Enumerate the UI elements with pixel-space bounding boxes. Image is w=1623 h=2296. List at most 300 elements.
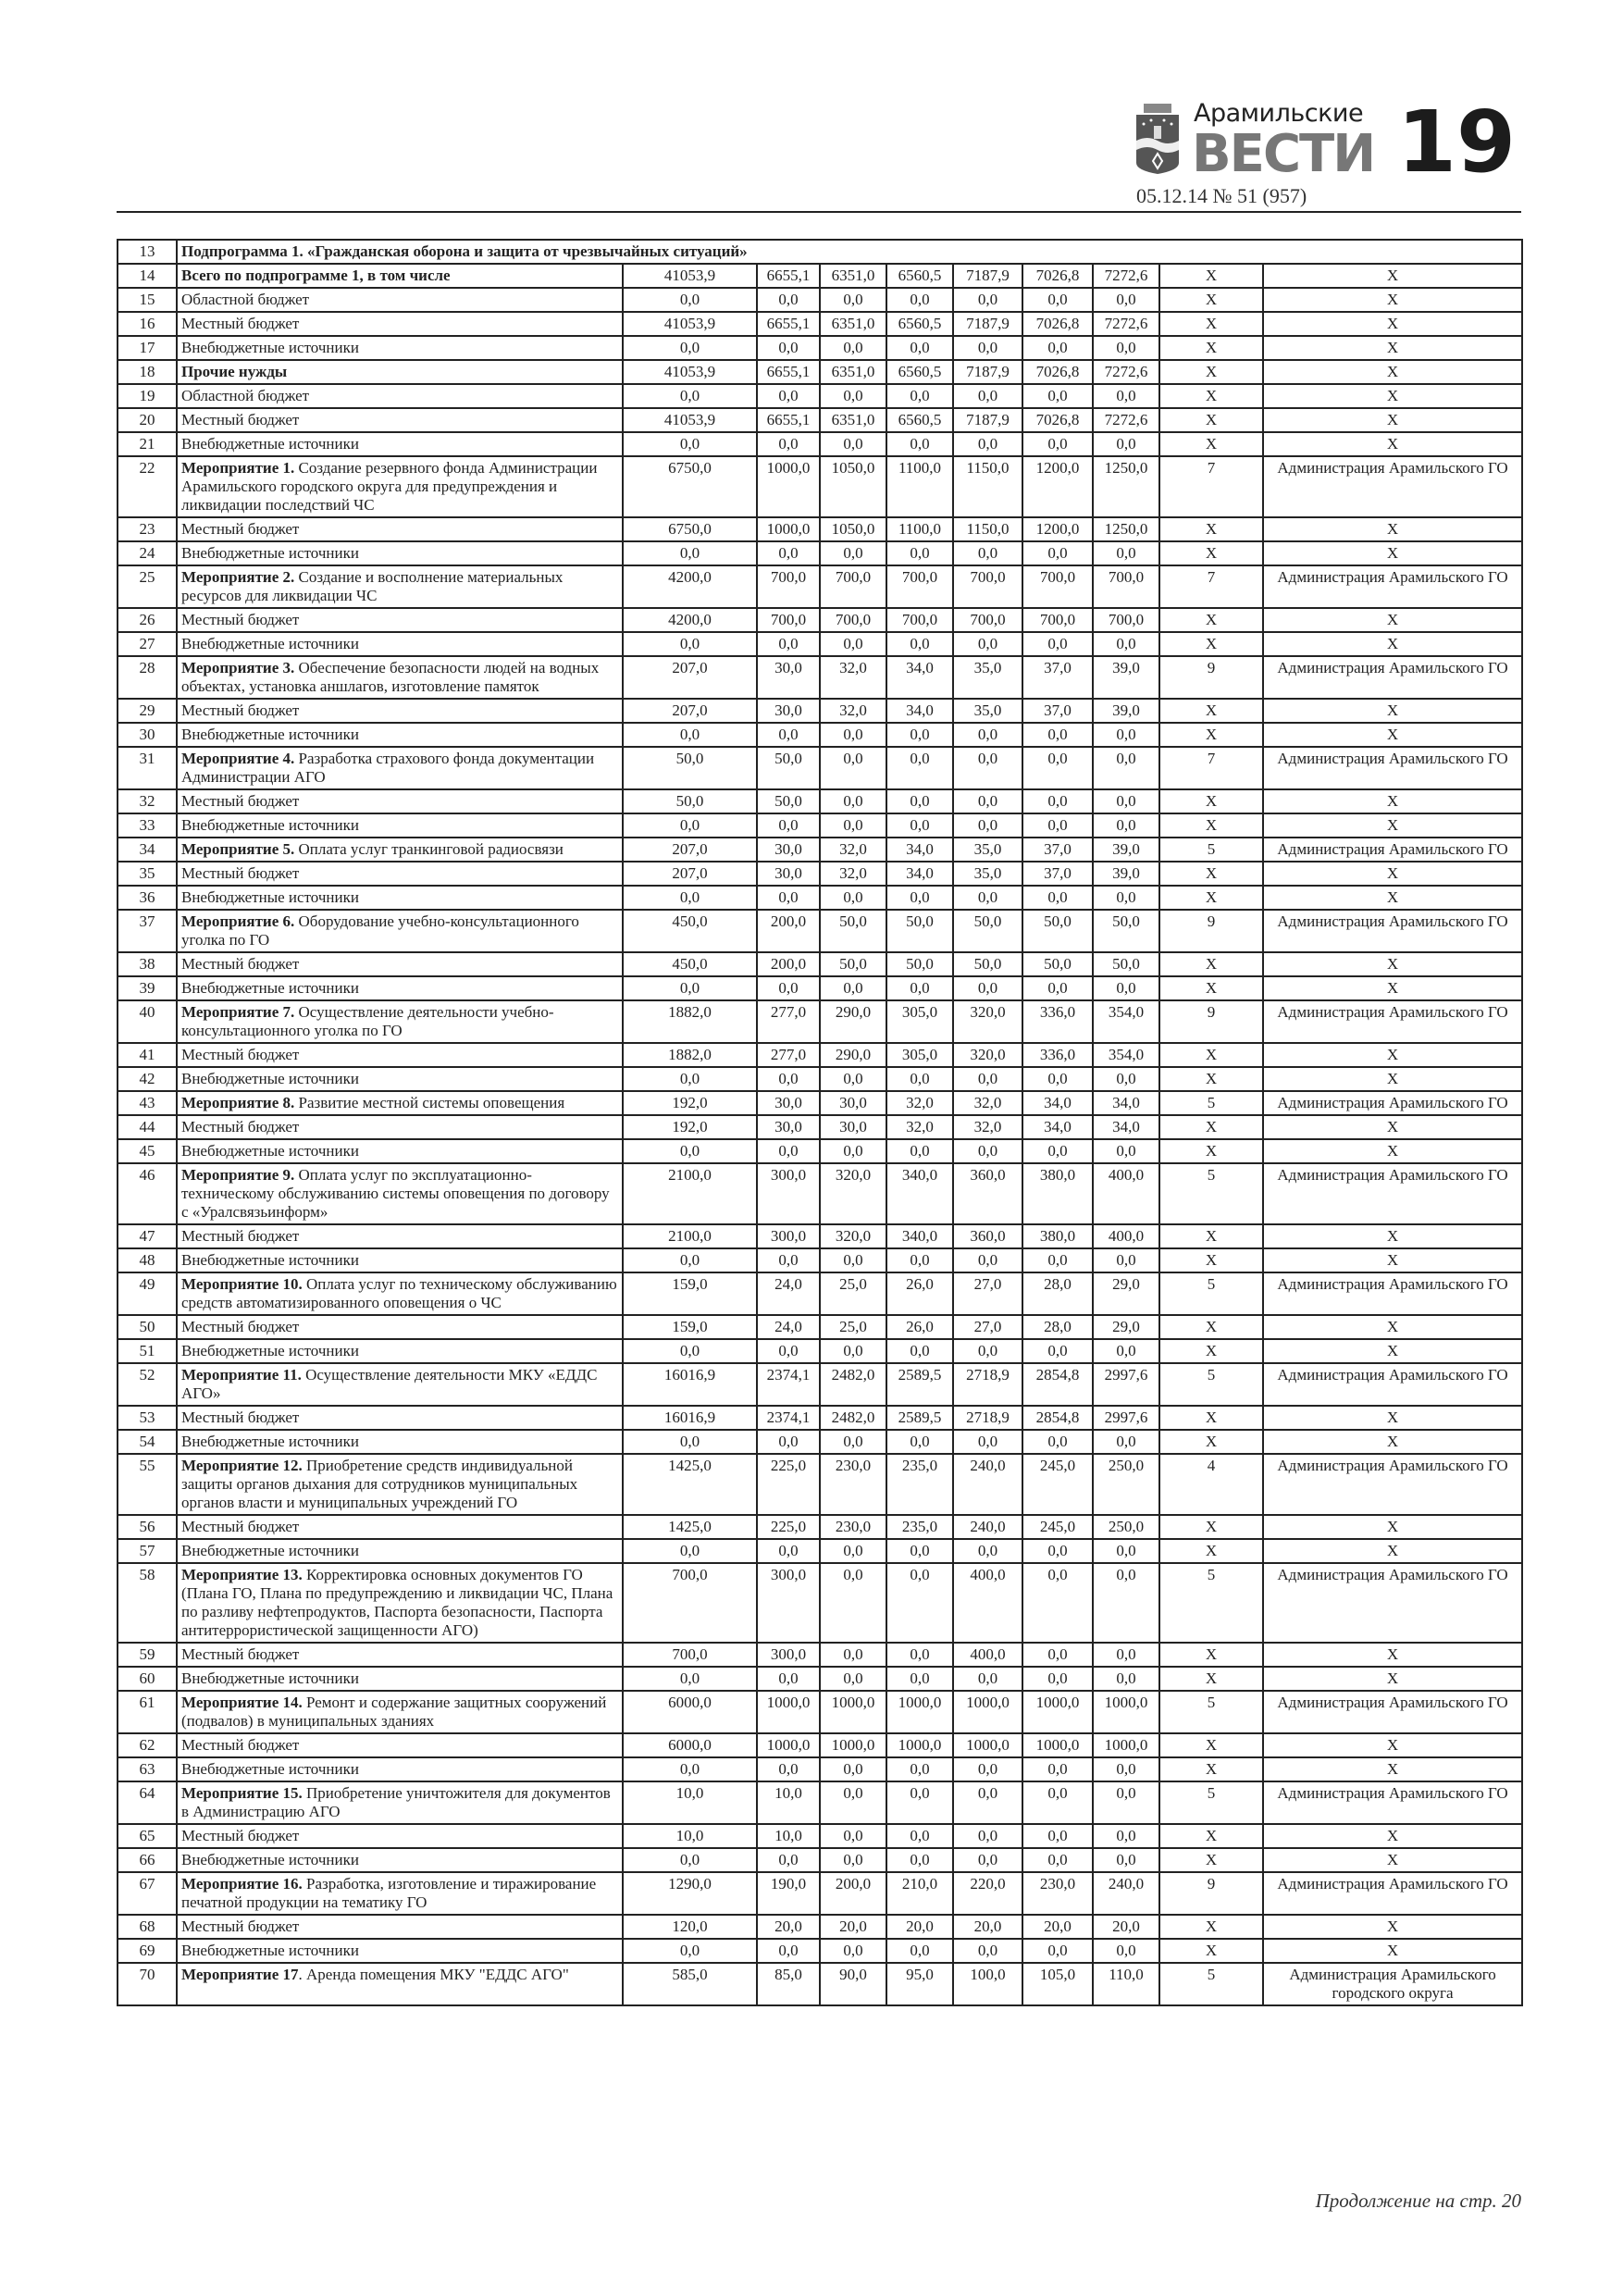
total-amount: 0,0 [623,1248,757,1272]
year-amount: 29,0 [1093,1272,1159,1315]
total-amount: 0,0 [623,336,757,360]
year-amount: 0,0 [953,886,1022,910]
continued-note: Продолжение на стр. 20 [1315,2190,1521,2212]
row-name [177,1043,623,1067]
year-amount: 50,0 [1022,910,1093,952]
row-name-text: Местный бюджет [181,701,300,719]
year-amount: 0,0 [953,976,1022,1000]
year-amount: 0,0 [1022,747,1093,789]
year-amount: 50,0 [1093,910,1159,952]
year-amount: 28,0 [1022,1315,1093,1339]
target-indicator: X [1159,1248,1263,1272]
year-amount: 2718,9 [953,1406,1022,1430]
row-name-text: Местный бюджет [181,1046,300,1063]
year-amount: 0,0 [820,813,886,838]
table-row [118,1563,1522,1643]
row-name-text: Местный бюджет [181,520,300,538]
year-amount: 220,0 [953,1872,1022,1915]
row-name [177,1848,623,1872]
year-amount: 0,0 [757,976,820,1000]
row-number: 68 [118,1915,177,1939]
year-amount: 7272,6 [1093,408,1159,432]
year-amount: 0,0 [820,384,886,408]
target-indicator: X [1159,1643,1263,1667]
year-amount: 0,0 [820,288,886,312]
row-name [177,1733,623,1757]
executor: X [1263,1430,1522,1454]
total-amount: 450,0 [623,910,757,952]
year-amount: 0,0 [886,336,953,360]
target-indicator: X [1159,1733,1263,1757]
year-amount: 240,0 [953,1454,1022,1515]
executor: X [1263,976,1522,1000]
year-amount: 1250,0 [1093,456,1159,517]
executor: X [1263,1733,1522,1757]
year-amount: 50,0 [886,910,953,952]
row-name [177,336,623,360]
row-number: 62 [118,1733,177,1757]
year-amount: 0,0 [1022,1539,1093,1563]
brand-name-main: ВЕСТИ [1192,124,1375,184]
year-amount: 35,0 [953,838,1022,862]
row-name-bold: Мероприятие 6. [181,912,295,930]
total-amount: 0,0 [623,1430,757,1454]
target-indicator: 5 [1159,1563,1263,1643]
executor: X [1263,862,1522,886]
row-number: 25 [118,565,177,608]
year-amount: 230,0 [820,1454,886,1515]
executor: Администрация Арамильского ГО [1263,565,1522,608]
row-name-text: Оборудование учебно-консультационного уголка по ГО [181,912,579,949]
year-amount: 0,0 [820,789,886,813]
year-amount: 400,0 [1093,1163,1159,1224]
total-amount: 0,0 [623,1939,757,1963]
year-amount: 1000,0 [757,1733,820,1757]
target-indicator: X [1159,976,1263,1000]
year-amount: 0,0 [1022,723,1093,747]
target-indicator: 5 [1159,1091,1263,1115]
row-number: 24 [118,541,177,565]
row-name-text: Внебюджетные источники [181,1542,359,1559]
year-amount: 0,0 [820,886,886,910]
row-name-bold: Мероприятие 9. [181,1166,295,1184]
year-amount: 0,0 [1093,886,1159,910]
year-amount: 0,0 [820,1339,886,1363]
year-amount: 0,0 [820,723,886,747]
year-amount: 0,0 [757,1667,820,1691]
year-amount: 2718,9 [953,1363,1022,1406]
row-name [177,1515,623,1539]
row-name-text: Внебюджетные источники [181,979,359,997]
row-name-text: Местный бюджет [181,611,300,628]
year-amount: 6351,0 [820,360,886,384]
target-indicator: X [1159,360,1263,384]
row-name [177,1757,623,1781]
row-name [177,1224,623,1248]
year-amount: 34,0 [886,838,953,862]
year-amount: 0,0 [953,1339,1022,1363]
table-row [118,862,1522,886]
year-amount: 26,0 [886,1272,953,1315]
target-indicator: X [1159,1848,1263,1872]
table-row [118,1248,1522,1272]
target-indicator: X [1159,1757,1263,1781]
year-amount: 336,0 [1022,1000,1093,1043]
target-indicator: X [1159,1539,1263,1563]
total-amount: 16016,9 [623,1363,757,1406]
year-amount: 320,0 [953,1000,1022,1043]
table-row [118,1000,1522,1043]
year-amount: 25,0 [820,1315,886,1339]
year-amount: 20,0 [1022,1915,1093,1939]
year-amount: 37,0 [1022,699,1093,723]
year-amount: 0,0 [886,723,953,747]
year-amount: 0,0 [820,1067,886,1091]
year-amount: 0,0 [1022,1781,1093,1824]
year-amount: 200,0 [820,1872,886,1915]
year-amount: 34,0 [886,656,953,699]
year-amount: 2854,8 [1022,1406,1093,1430]
row-name [177,1091,623,1115]
year-amount: 32,0 [820,862,886,886]
row-number: 34 [118,838,177,862]
year-amount: 700,0 [886,608,953,632]
year-amount: 1000,0 [886,1733,953,1757]
total-amount: 4200,0 [623,565,757,608]
total-amount: 2100,0 [623,1224,757,1248]
year-amount: 2997,6 [1093,1406,1159,1430]
row-name-text: Местный бюджет [181,1318,300,1335]
total-amount: 700,0 [623,1563,757,1643]
year-amount: 6560,5 [886,360,953,384]
year-amount: 0,0 [886,1667,953,1691]
table-row [118,1963,1522,2005]
year-amount: 0,0 [1093,1430,1159,1454]
year-amount: 0,0 [1022,541,1093,565]
year-amount: 0,0 [886,1339,953,1363]
year-amount: 1000,0 [953,1691,1022,1733]
year-amount: 700,0 [757,565,820,608]
row-name-text: Создание и восполнение материальных ресурсов для ликвидации ЧС [181,568,564,604]
target-indicator: 5 [1159,1963,1263,2005]
table-row [118,976,1522,1000]
year-amount: 37,0 [1022,838,1093,862]
year-amount: 0,0 [1093,384,1159,408]
total-amount: 16016,9 [623,1406,757,1430]
total-amount: 207,0 [623,838,757,862]
year-amount: 7187,9 [953,264,1022,288]
table-row [118,886,1522,910]
row-name-text: . Аренда помещения МКУ "ЕДДС АГО" [298,1966,569,1983]
year-amount: 0,0 [1022,288,1093,312]
row-name [177,838,623,862]
row-name [177,699,623,723]
year-amount: 235,0 [886,1454,953,1515]
year-amount: 245,0 [1022,1515,1093,1539]
row-number: 40 [118,1000,177,1043]
year-amount: 0,0 [1022,789,1093,813]
target-indicator: X [1159,952,1263,976]
year-amount: 0,0 [1093,1563,1159,1643]
executor: Администрация Арамильского ГО [1263,1454,1522,1515]
year-amount: 1000,0 [1093,1691,1159,1733]
year-amount: 0,0 [1093,336,1159,360]
executor: X [1263,336,1522,360]
year-amount: 0,0 [1022,432,1093,456]
year-amount: 28,0 [1022,1272,1093,1315]
year-amount: 305,0 [886,1043,953,1067]
year-amount: 0,0 [820,1539,886,1563]
row-name [177,1248,623,1272]
year-amount: 300,0 [757,1643,820,1667]
year-amount: 1100,0 [886,456,953,517]
row-name [177,288,623,312]
year-amount: 0,0 [820,1848,886,1872]
total-amount: 0,0 [623,632,757,656]
year-amount: 0,0 [886,1643,953,1667]
year-amount: 100,0 [953,1963,1022,2005]
total-amount: 41053,9 [623,312,757,336]
target-indicator: 5 [1159,1781,1263,1824]
row-number: 49 [118,1272,177,1315]
row-name-text: Внебюджетные источники [181,1142,359,1160]
table-row [118,517,1522,541]
row-number: 61 [118,1691,177,1733]
table-row [118,408,1522,432]
year-amount: 50,0 [953,952,1022,976]
table-row [118,1848,1522,1872]
year-amount: 0,0 [757,813,820,838]
row-number: 48 [118,1248,177,1272]
year-amount: 50,0 [757,747,820,789]
year-amount: 0,0 [1022,1067,1093,1091]
total-amount: 50,0 [623,747,757,789]
row-number: 57 [118,1539,177,1563]
row-name [177,1272,623,1315]
year-amount: 0,0 [886,1248,953,1272]
year-amount: 0,0 [1022,1248,1093,1272]
year-amount: 0,0 [1022,632,1093,656]
total-amount: 4200,0 [623,608,757,632]
executor: X [1263,789,1522,813]
row-name-text: Внебюджетные источники [181,1251,359,1269]
row-number: 65 [118,1824,177,1848]
year-amount: 0,0 [886,813,953,838]
row-number: 66 [118,1848,177,1872]
table-row [118,565,1522,608]
year-amount: 0,0 [953,336,1022,360]
total-amount: 0,0 [623,1339,757,1363]
table-row [118,1315,1522,1339]
row-name [177,1872,623,1915]
year-amount: 2374,1 [757,1406,820,1430]
year-amount: 6351,0 [820,312,886,336]
year-amount: 0,0 [757,432,820,456]
year-amount: 37,0 [1022,656,1093,699]
row-number: 23 [118,517,177,541]
row-number: 58 [118,1563,177,1643]
year-amount: 0,0 [1022,976,1093,1000]
row-name [177,1430,623,1454]
total-amount: 0,0 [623,288,757,312]
year-amount: 1000,0 [820,1733,886,1757]
target-indicator: 7 [1159,456,1263,517]
total-amount: 50,0 [623,789,757,813]
year-amount: 0,0 [953,288,1022,312]
year-amount: 7026,8 [1022,408,1093,432]
target-indicator: X [1159,813,1263,838]
year-amount: 0,0 [1093,1667,1159,1691]
year-amount: 250,0 [1093,1515,1159,1539]
executor: Администрация Арамильского ГО [1263,1363,1522,1406]
year-amount: 0,0 [1093,1539,1159,1563]
executor: Администрация Арамильского ГО [1263,1000,1522,1043]
year-amount: 340,0 [886,1163,953,1224]
year-amount: 34,0 [1022,1115,1093,1139]
year-amount: 200,0 [757,910,820,952]
table-row [118,1824,1522,1848]
executor: X [1263,1115,1522,1139]
target-indicator: X [1159,789,1263,813]
row-name-text: Развитие местной системы оповещения [298,1094,565,1111]
target-indicator: X [1159,1667,1263,1691]
row-number: 22 [118,456,177,517]
row-number: 20 [118,408,177,432]
year-amount: 30,0 [820,1115,886,1139]
row-name-text: Внебюджетные источники [181,1342,359,1359]
row-number: 44 [118,1115,177,1139]
year-amount: 35,0 [953,656,1022,699]
year-amount: 700,0 [953,565,1022,608]
row-name [177,517,623,541]
executor: Администрация Арамильского ГО [1263,1872,1522,1915]
year-amount: 6655,1 [757,264,820,288]
total-amount: 0,0 [623,432,757,456]
executor: X [1263,1248,1522,1272]
year-amount: 0,0 [886,1563,953,1643]
row-name-text: Внебюджетные источники [181,339,359,356]
total-amount: 1425,0 [623,1515,757,1539]
year-amount: 32,0 [953,1115,1022,1139]
row-name [177,723,623,747]
year-amount: 700,0 [1022,565,1093,608]
year-amount: 1000,0 [1093,1733,1159,1757]
year-amount: 7187,9 [953,408,1022,432]
executor: X [1263,288,1522,312]
row-number: 41 [118,1043,177,1067]
executor: X [1263,384,1522,408]
executor: X [1263,1315,1522,1339]
row-number: 67 [118,1872,177,1915]
row-name-bold: Мероприятие 17 [181,1966,299,1983]
row-name-text: Оплата услуг по техническому обслуживанию средств автоматизированного оповещения о ЧС [181,1275,617,1311]
year-amount: 0,0 [1022,1824,1093,1848]
target-indicator: 5 [1159,1691,1263,1733]
total-amount: 1290,0 [623,1872,757,1915]
row-name [177,1915,623,1939]
year-amount: 700,0 [757,608,820,632]
table-row [118,1667,1522,1691]
target-indicator: X [1159,1406,1263,1430]
row-number: 27 [118,632,177,656]
year-amount: 30,0 [757,862,820,886]
target-indicator: X [1159,517,1263,541]
year-amount: 700,0 [1093,608,1159,632]
year-amount: 7187,9 [953,360,1022,384]
year-amount: 320,0 [953,1043,1022,1067]
year-amount: 0,0 [757,632,820,656]
target-indicator: X [1159,1043,1263,1067]
year-amount: 6351,0 [820,408,886,432]
table-row [118,1430,1522,1454]
row-name-text: Местный бюджет [181,792,300,810]
row-number: 29 [118,699,177,723]
year-amount: 336,0 [1022,1043,1093,1067]
executor: X [1263,813,1522,838]
year-amount: 0,0 [886,789,953,813]
year-amount: 0,0 [886,541,953,565]
table-row [118,608,1522,632]
year-amount: 0,0 [820,1781,886,1824]
row-name-text: Местный бюджет [181,1645,300,1663]
year-amount: 0,0 [886,1539,953,1563]
executor: Администрация Арамильского ГО [1263,910,1522,952]
year-amount: 0,0 [757,1848,820,1872]
row-name [177,408,623,432]
table-row [118,541,1522,565]
table-row [118,336,1522,360]
year-amount: 50,0 [757,789,820,813]
executor: X [1263,1643,1522,1667]
target-indicator: X [1159,312,1263,336]
year-amount: 235,0 [886,1515,953,1539]
table-row [118,1091,1522,1115]
table-row [118,456,1522,517]
table-row [118,360,1522,384]
executor: X [1263,1757,1522,1781]
year-amount: 10,0 [757,1781,820,1824]
row-name-bold: Всего по подпрограмме 1, в том числе [181,267,451,284]
year-amount: 1000,0 [1022,1691,1093,1733]
row-name-text: Местный бюджет [181,1409,300,1426]
year-amount: 0,0 [886,632,953,656]
year-amount: 0,0 [1093,1781,1159,1824]
total-amount: 1425,0 [623,1454,757,1515]
year-amount: 32,0 [953,1091,1022,1115]
table-row [118,1733,1522,1757]
year-amount: 320,0 [820,1224,886,1248]
row-number: 31 [118,747,177,789]
target-indicator: X [1159,408,1263,432]
year-amount: 0,0 [820,632,886,656]
total-amount: 6750,0 [623,517,757,541]
year-amount: 0,0 [953,1781,1022,1824]
row-name [177,240,1522,264]
row-name-text: Внебюджетные источники [181,888,359,906]
year-amount: 0,0 [1022,1848,1093,1872]
year-amount: 0,0 [1093,1757,1159,1781]
year-amount: 0,0 [886,1067,953,1091]
row-number: 45 [118,1139,177,1163]
executor: Администрация Арамильского ГО [1263,1563,1522,1643]
target-indicator: X [1159,1430,1263,1454]
row-name [177,632,623,656]
table-row [118,632,1522,656]
year-amount: 27,0 [953,1315,1022,1339]
executor: X [1263,1915,1522,1939]
row-name [177,1454,623,1515]
row-name-bold: Мероприятие 10. [181,1275,303,1293]
